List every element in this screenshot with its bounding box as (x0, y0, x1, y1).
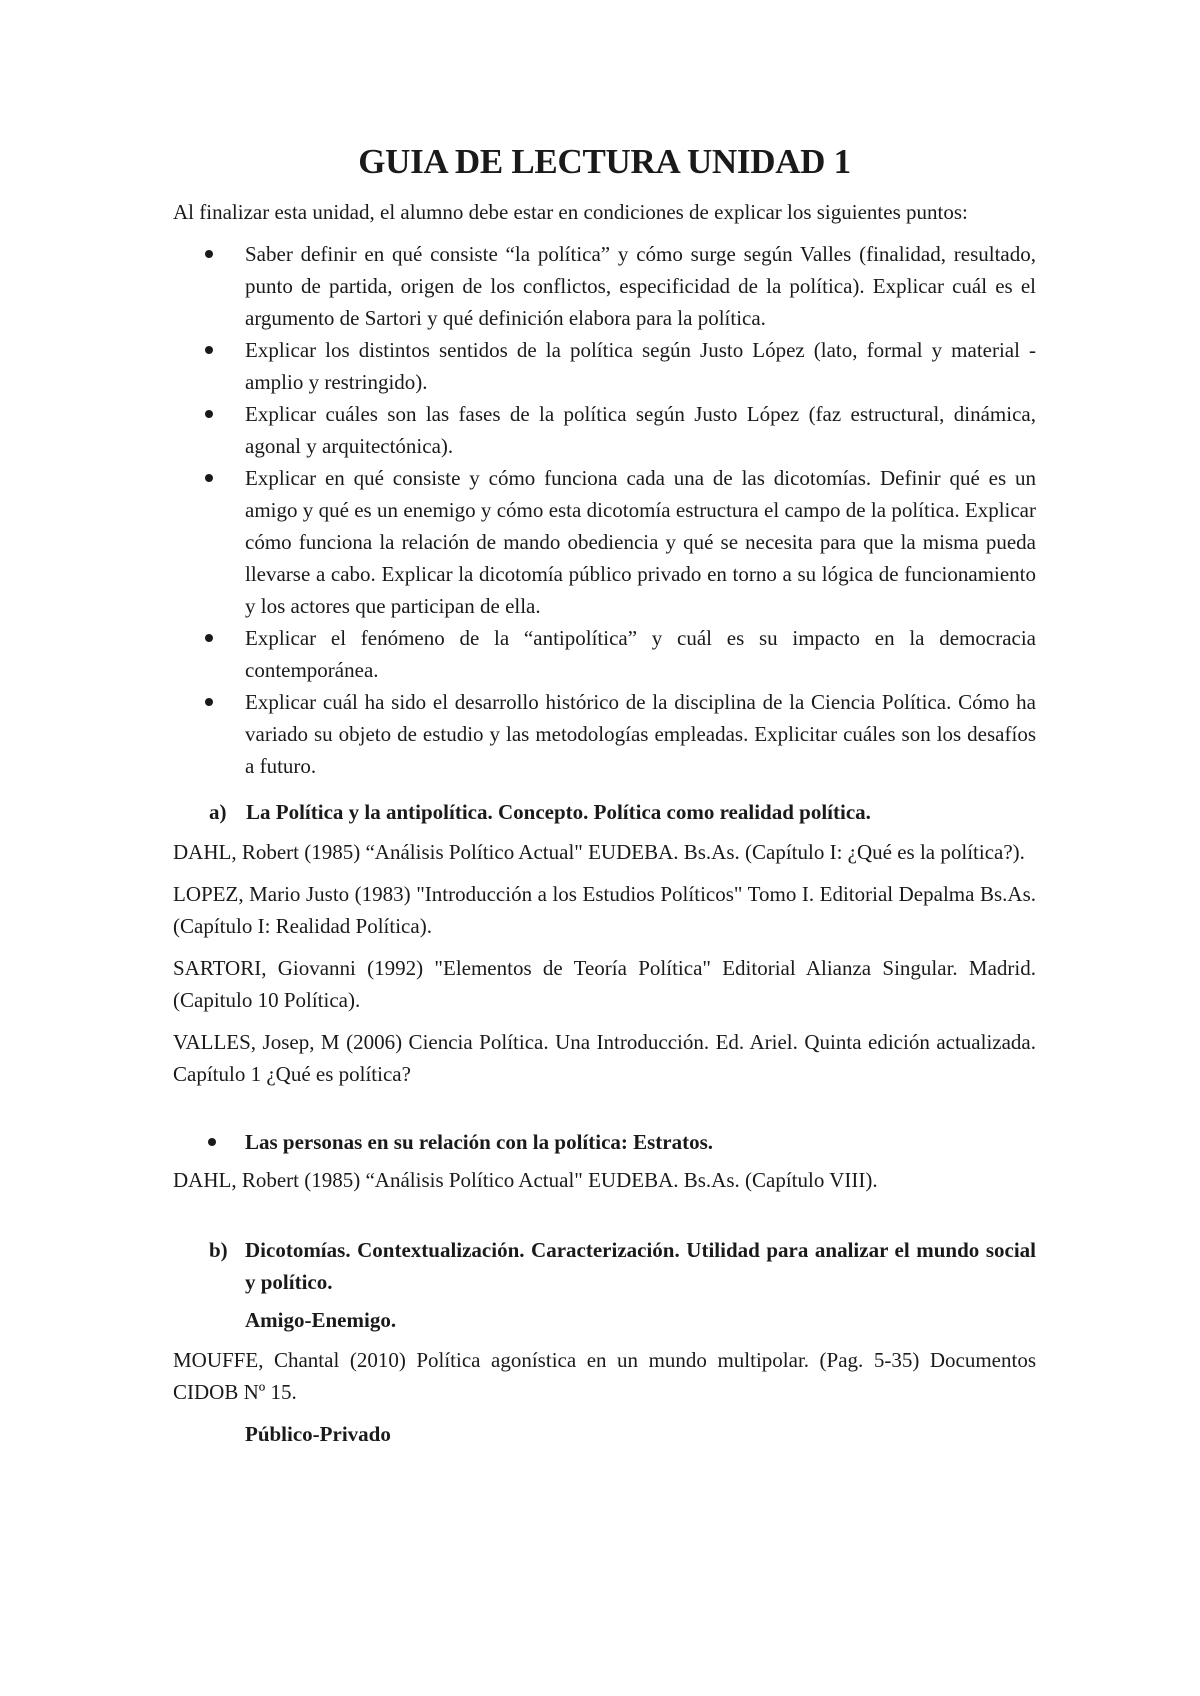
objective-text: Explicar cuál ha sido el desarrollo histórico de la disciplina de la Ciencia Política. Cómo ha variado su objeto de estudio y las metodologías empleadas. Explicitar cuáles son los desafíos a futuro. (245, 690, 1036, 778)
bullet-icon (205, 698, 213, 706)
list-item (173, 398, 1036, 462)
bullet-icon (208, 1138, 216, 1146)
section-b-marker: b) (209, 1238, 228, 1262)
page-title: GUIA DE LECTURA UNIDAD 1 (358, 142, 851, 181)
section-b-title: Dicotomías. Contextualización. Caracterización. Utilidad para analizar el mundo social y político. (245, 1238, 1036, 1294)
objective-text: Saber definir en qué consiste “la política” y cómo surge según Valles (finalidad, resultado, punto de partida, origen de los conflictos, especificidad de la política). Explicar cuál es el argumento de Sartori y qué definición elabora para la política. (245, 242, 1036, 330)
section-a-heading (173, 796, 1036, 828)
section-b-heading (173, 1234, 1036, 1298)
list-item (173, 238, 1036, 334)
objective-text: Explicar el fenómeno de la “antipolítica” y cuál es su impacto en la democracia contemporánea. (245, 626, 1036, 682)
section-a-title: La Política y la antipolítica. Concepto. Política como realidad política. (246, 800, 871, 824)
bullet-icon (205, 474, 213, 482)
list-item (173, 334, 1036, 398)
section-strata-title: Las personas en su relación con la política: Estratos. (245, 1130, 714, 1154)
subheading-publico-privado: Público-Privado (245, 1422, 391, 1446)
reference-dahl: DAHL, Robert (1985) “Análisis Político Actual" EUDEBA. Bs.As. (Capítulo I: ¿Qué es la política?). (173, 840, 1025, 864)
reference-mouffe: MOUFFE, Chantal (2010) Política agonística en un mundo multipolar. (Pag. 5-35) Documentos CIDOB Nº 15. (173, 1348, 1036, 1404)
section-strata-heading (173, 1126, 1036, 1158)
bullet-icon (205, 250, 213, 258)
objective-text: Explicar los distintos sentidos de la política según Justo López (lato, formal y material -amplio y restringido). (245, 338, 1036, 394)
bullet-icon (205, 346, 213, 354)
subheading-amigo-enemigo: Amigo-Enemigo. (245, 1308, 397, 1332)
list-item (173, 462, 1036, 622)
section-a-marker: a) (209, 800, 227, 824)
reference-lopez: LOPEZ, Mario Justo (1983) "Introducción a los Estudios Políticos" Tomo I. Editorial Depalma Bs.As. (Capítulo I: Realidad Política). (173, 882, 1036, 938)
reference-sartori: SARTORI, Giovanni (1992) "Elementos de Teoría Política" Editorial Alianza Singular. Madrid. (Capitulo 10 Política). (173, 956, 1036, 1012)
bullet-icon (205, 634, 213, 642)
list-item (173, 622, 1036, 686)
list-item (173, 686, 1036, 782)
objectives-list (173, 238, 1036, 782)
bullet-icon (205, 410, 213, 418)
document-content (173, 142, 1036, 1458)
intro-paragraph: Al finalizar esta unidad, el alumno debe estar en condiciones de explicar los siguientes puntos: (173, 200, 968, 224)
reference-valles: VALLES, Josep, M (2006) Ciencia Política. Una Introducción. Ed. Ariel. Quinta edición actualizada. Capítulo 1 ¿Qué es política? (173, 1030, 1036, 1086)
objective-text: Explicar cuáles son las fases de la política según Justo López (faz estructural, dinámica, agonal y arquitectónica). (245, 402, 1036, 458)
objective-text: Explicar en qué consiste y cómo funciona cada una de las dicotomías. Definir qué es un amigo y qué es un enemigo y cómo esta dicotomía estructura el campo de la política. Explicar cómo funciona la relación de mando obediencia y qué se necesita para que la misma pueda llevarse a cabo. Explicar la dicotomía público privado en torno a su lógica de funcionamiento y los actores que participan de ella. (245, 466, 1036, 618)
reference-dahl-strata: DAHL, Robert (1985) “Análisis Político Actual" EUDEBA. Bs.As. (Capítulo VIII). (173, 1168, 878, 1192)
